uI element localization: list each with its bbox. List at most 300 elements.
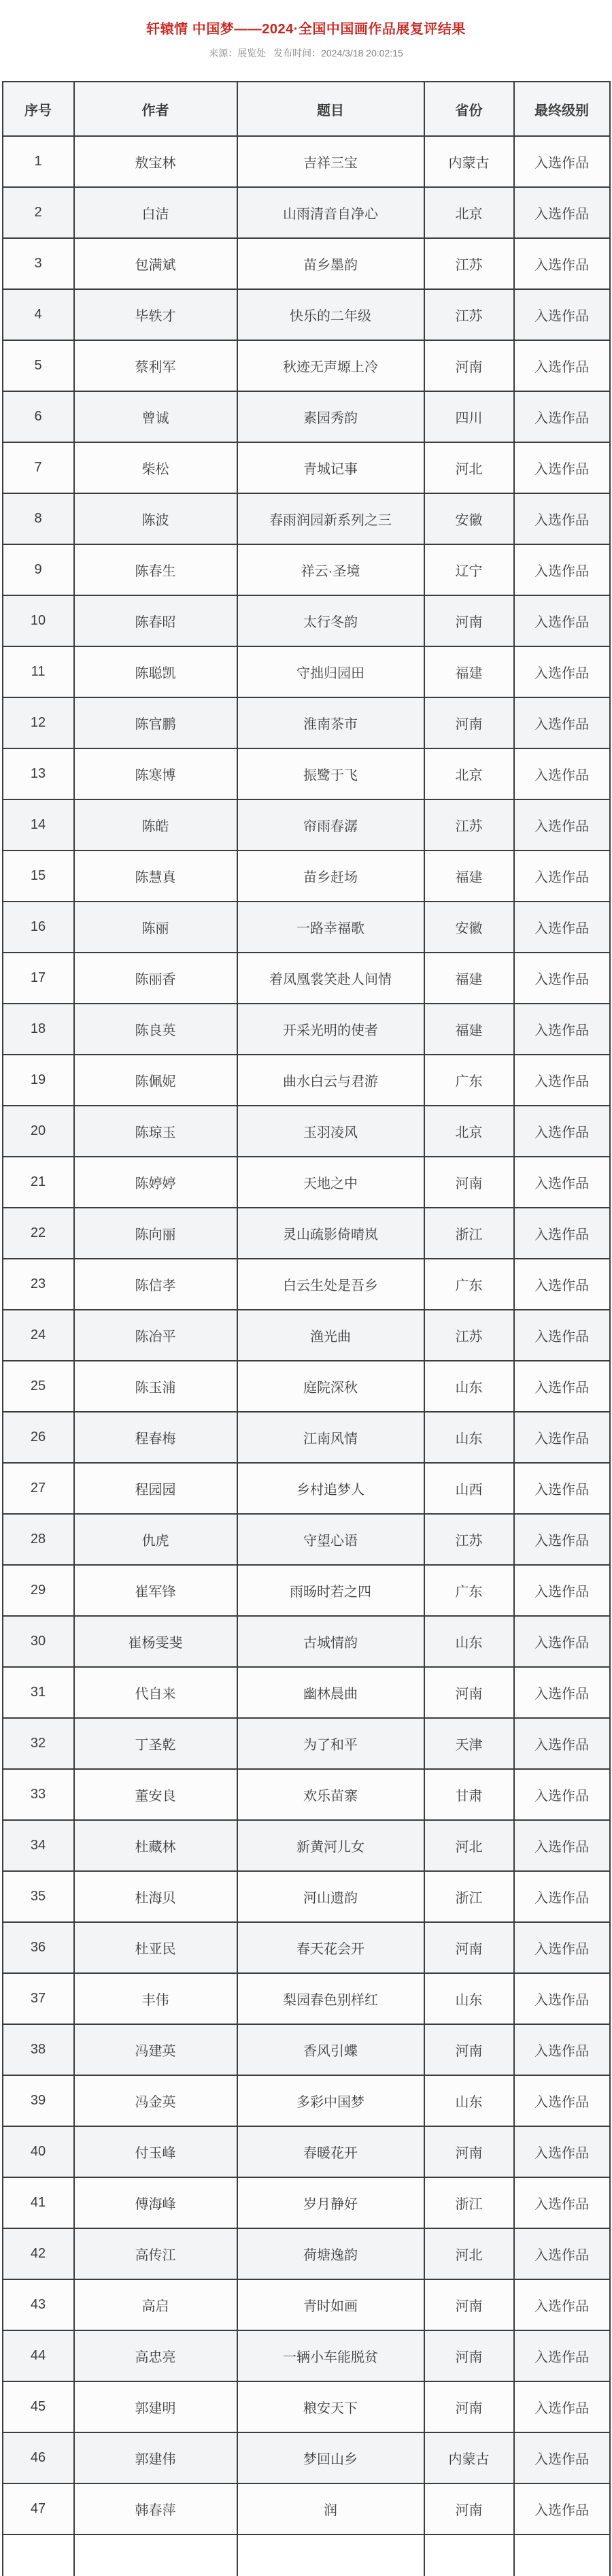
cell-no: 26 bbox=[3, 1412, 74, 1463]
cell-author: 白洁 bbox=[74, 187, 237, 238]
cell-author: 丰伟 bbox=[74, 1973, 237, 2024]
table-row bbox=[3, 289, 610, 340]
cell-no: 1 bbox=[3, 136, 74, 187]
cell-no: 30 bbox=[3, 1616, 74, 1667]
cell-author: 陈佩妮 bbox=[74, 1055, 237, 1106]
cell-title: 快乐的二年级 bbox=[237, 289, 424, 340]
cell-author: 杜亚民 bbox=[74, 1922, 237, 1973]
cell-level: 入选作品 bbox=[514, 697, 610, 748]
table-row bbox=[3, 1565, 610, 1616]
cell-province: 福建 bbox=[424, 851, 514, 902]
cell-level: 入选作品 bbox=[514, 1565, 610, 1616]
cell-title: 多彩中国梦 bbox=[237, 2075, 424, 2126]
cell-no: 6 bbox=[3, 391, 74, 442]
cell-province: 河北 bbox=[424, 1820, 514, 1871]
cell-no: 36 bbox=[3, 1922, 74, 1973]
cell-author: 崔军锋 bbox=[74, 1565, 237, 1616]
cell-province: 内蒙古 bbox=[424, 136, 514, 187]
cell-no: 7 bbox=[3, 442, 74, 493]
cell-province: 河南 bbox=[424, 595, 514, 646]
cell-province: 江苏 bbox=[424, 1514, 514, 1565]
cell-no: 32 bbox=[3, 1718, 74, 1769]
table-row bbox=[3, 902, 610, 953]
table-row bbox=[3, 442, 610, 493]
cell-no: 19 bbox=[3, 1055, 74, 1106]
cell-level: 入选作品 bbox=[514, 1208, 610, 1259]
table-row bbox=[3, 1769, 610, 1820]
table-row bbox=[3, 238, 610, 289]
cell-no: 34 bbox=[3, 1820, 74, 1871]
table-row bbox=[3, 2330, 610, 2381]
cell-level: 入选作品 bbox=[514, 2177, 610, 2228]
cell-level: 入选作品 bbox=[514, 1973, 610, 2024]
cell-author: 高传江 bbox=[74, 2228, 237, 2279]
cell-author: 丁圣乾 bbox=[74, 1718, 237, 1769]
cell-province: 安徽 bbox=[424, 902, 514, 953]
cell-level: 入选作品 bbox=[514, 2279, 610, 2330]
cell-author bbox=[74, 2534, 237, 2576]
cell-title: 白云生处是吾乡 bbox=[237, 1259, 424, 1310]
cell-author: 程春梅 bbox=[74, 1412, 237, 1463]
table-row bbox=[3, 595, 610, 646]
table-row bbox=[3, 340, 610, 391]
cell-no: 21 bbox=[3, 1157, 74, 1208]
cell-level: 入选作品 bbox=[514, 1055, 610, 1106]
cell-author: 蔡利军 bbox=[74, 340, 237, 391]
cell-title: 振鹭于飞 bbox=[237, 748, 424, 799]
cell-level: 入选作品 bbox=[514, 646, 610, 697]
cell-no: 47 bbox=[3, 2483, 74, 2534]
cell-level: 入选作品 bbox=[514, 1310, 610, 1361]
cell-title: 玉羽凌风 bbox=[237, 1106, 424, 1157]
table-row bbox=[3, 1055, 610, 1106]
cell-no: 5 bbox=[3, 340, 74, 391]
cell-title: 一辆小车能脱贫 bbox=[237, 2330, 424, 2381]
cell-province: 北京 bbox=[424, 187, 514, 238]
cell-level: 入选作品 bbox=[514, 1412, 610, 1463]
cell-province: 河南 bbox=[424, 1157, 514, 1208]
cell-author: 程园园 bbox=[74, 1463, 237, 1514]
table-row bbox=[3, 2279, 610, 2330]
cell-province: 河南 bbox=[424, 2330, 514, 2381]
cell-province: 广东 bbox=[424, 1565, 514, 1616]
cell-no: 10 bbox=[3, 595, 74, 646]
table-row bbox=[3, 544, 610, 595]
cell-title: 梦回山乡 bbox=[237, 2432, 424, 2483]
cell-title: 苗乡赶场 bbox=[237, 851, 424, 902]
cell-title: 江南风情 bbox=[237, 1412, 424, 1463]
cell-author: 代自来 bbox=[74, 1667, 237, 1718]
cell-no: 4 bbox=[3, 289, 74, 340]
cell-level: 入选作品 bbox=[514, 1361, 610, 1412]
cell-level bbox=[514, 2534, 610, 2576]
cell-author: 傅海峰 bbox=[74, 2177, 237, 2228]
cell-level: 入选作品 bbox=[514, 2483, 610, 2534]
cell-author: 高忠亮 bbox=[74, 2330, 237, 2381]
table-row bbox=[3, 1463, 610, 1514]
column-header: 题目 bbox=[237, 82, 424, 136]
cell-province: 山东 bbox=[424, 1973, 514, 2024]
cell-title: 守拙归园田 bbox=[237, 646, 424, 697]
table-row bbox=[3, 2024, 610, 2075]
table-header-row bbox=[3, 82, 610, 136]
table-row bbox=[3, 2126, 610, 2177]
cell-author: 仇虎 bbox=[74, 1514, 237, 1565]
cell-no: 39 bbox=[3, 2075, 74, 2126]
cell-province: 河南 bbox=[424, 2381, 514, 2432]
cell-author: 陈丽 bbox=[74, 902, 237, 953]
cell-province: 安徽 bbox=[424, 493, 514, 544]
cell-author: 冯建英 bbox=[74, 2024, 237, 2075]
cell-author: 敖宝林 bbox=[74, 136, 237, 187]
cell-level: 入选作品 bbox=[514, 2075, 610, 2126]
cell-level: 入选作品 bbox=[514, 238, 610, 289]
cell-author: 包满斌 bbox=[74, 238, 237, 289]
table-row bbox=[3, 391, 610, 442]
cell-province: 河南 bbox=[424, 1922, 514, 1973]
cell-province bbox=[424, 2534, 514, 2576]
cell-province: 浙江 bbox=[424, 2177, 514, 2228]
cell-province: 江苏 bbox=[424, 238, 514, 289]
table-row bbox=[3, 1667, 610, 1718]
cell-title: 新黄河儿女 bbox=[237, 1820, 424, 1871]
cell-no: 43 bbox=[3, 2279, 74, 2330]
table-row bbox=[3, 1820, 610, 1871]
table-row bbox=[3, 1718, 610, 1769]
cell-province: 河南 bbox=[424, 2279, 514, 2330]
cell-no: 16 bbox=[3, 902, 74, 953]
table-row bbox=[3, 2381, 610, 2432]
cell-no: 44 bbox=[3, 2330, 74, 2381]
cell-author: 郭建明 bbox=[74, 2381, 237, 2432]
cell-province: 江苏 bbox=[424, 799, 514, 851]
results-table bbox=[2, 81, 611, 2576]
cell-no: 3 bbox=[3, 238, 74, 289]
cell-title: 曲水白云与君游 bbox=[237, 1055, 424, 1106]
cell-province: 辽宁 bbox=[424, 544, 514, 595]
cell-level: 入选作品 bbox=[514, 2330, 610, 2381]
table-row bbox=[3, 748, 610, 799]
cell-no: 31 bbox=[3, 1667, 74, 1718]
cell-title: 庭院深秋 bbox=[237, 1361, 424, 1412]
cell-title: 着凤凰裳笑赴人间情 bbox=[237, 953, 424, 1004]
cell-level: 入选作品 bbox=[514, 2126, 610, 2177]
cell-title: 雨旸时若之四 bbox=[237, 1565, 424, 1616]
cell-level: 入选作品 bbox=[514, 1922, 610, 1973]
cell-no: 18 bbox=[3, 1004, 74, 1055]
cell-author: 陈春生 bbox=[74, 544, 237, 595]
cell-title: 春暖花开 bbox=[237, 2126, 424, 2177]
table-row bbox=[3, 136, 610, 187]
cell-title: 太行冬韵 bbox=[237, 595, 424, 646]
table-row bbox=[3, 851, 610, 902]
cell-level: 入选作品 bbox=[514, 187, 610, 238]
cell-no: 2 bbox=[3, 187, 74, 238]
cell-title: 天地之中 bbox=[237, 1157, 424, 1208]
publish-time-label: 发布时间：2024/3/18 20:02:15 bbox=[273, 48, 403, 59]
cell-author: 崔杨雯斐 bbox=[74, 1616, 237, 1667]
cell-level: 入选作品 bbox=[514, 748, 610, 799]
cell-author: 杜海贝 bbox=[74, 1871, 237, 1922]
cell-title: 秋迹无声塬上冷 bbox=[237, 340, 424, 391]
cell-author: 陈聪凯 bbox=[74, 646, 237, 697]
cell-province: 福建 bbox=[424, 953, 514, 1004]
cell-province: 内蒙古 bbox=[424, 2432, 514, 2483]
cell-level: 入选作品 bbox=[514, 1514, 610, 1565]
cell-author: 高启 bbox=[74, 2279, 237, 2330]
cell-title: 帘雨春潺 bbox=[237, 799, 424, 851]
table-row bbox=[3, 1412, 610, 1463]
cell-title: 灵山疏影倚晴岚 bbox=[237, 1208, 424, 1259]
cell-title: 春天花会开 bbox=[237, 1922, 424, 1973]
cell-author: 韩春萍 bbox=[74, 2483, 237, 2534]
table-row bbox=[3, 2075, 610, 2126]
cell-level: 入选作品 bbox=[514, 1157, 610, 1208]
cell-no: 15 bbox=[3, 851, 74, 902]
cell-title: 荷塘逸韵 bbox=[237, 2228, 424, 2279]
cell-no: 11 bbox=[3, 646, 74, 697]
cell-level: 入选作品 bbox=[514, 902, 610, 953]
cell-province: 浙江 bbox=[424, 1871, 514, 1922]
cell-province: 山东 bbox=[424, 1361, 514, 1412]
cell-province: 甘肃 bbox=[424, 1769, 514, 1820]
cell-title: 为了和平 bbox=[237, 1718, 424, 1769]
cell-province: 河北 bbox=[424, 442, 514, 493]
cell-title: 山雨清音自净心 bbox=[237, 187, 424, 238]
cell-no: 20 bbox=[3, 1106, 74, 1157]
cell-title: 青城记事 bbox=[237, 442, 424, 493]
source-label: 来源：展览处 bbox=[209, 48, 267, 59]
cell-no: 23 bbox=[3, 1259, 74, 1310]
cell-no: 41 bbox=[3, 2177, 74, 2228]
cell-author: 陈琼玉 bbox=[74, 1106, 237, 1157]
cell-author: 柴松 bbox=[74, 442, 237, 493]
cell-author: 陈丽香 bbox=[74, 953, 237, 1004]
cell-title: 幽林晨曲 bbox=[237, 1667, 424, 1718]
cell-level: 入选作品 bbox=[514, 1820, 610, 1871]
cell-level: 入选作品 bbox=[514, 2024, 610, 2075]
cell-province: 浙江 bbox=[424, 1208, 514, 1259]
cell-province: 四川 bbox=[424, 391, 514, 442]
cell-level: 入选作品 bbox=[514, 1004, 610, 1055]
cell-level: 入选作品 bbox=[514, 136, 610, 187]
cell-no: 40 bbox=[3, 2126, 74, 2177]
cell-no: 38 bbox=[3, 2024, 74, 2075]
table-row bbox=[3, 2177, 610, 2228]
cell-author: 陈玉浦 bbox=[74, 1361, 237, 1412]
cell-level: 入选作品 bbox=[514, 851, 610, 902]
cell-title: 一路幸福歌 bbox=[237, 902, 424, 953]
cell-author: 陈寒博 bbox=[74, 748, 237, 799]
cell-author: 毕轶才 bbox=[74, 289, 237, 340]
table-row bbox=[3, 1922, 610, 1973]
table-row bbox=[3, 1973, 610, 2024]
column-header: 省份 bbox=[424, 82, 514, 136]
cell-title: 粮安天下 bbox=[237, 2381, 424, 2432]
cell-author: 陈春昭 bbox=[74, 595, 237, 646]
table-row bbox=[3, 1208, 610, 1259]
cell-title: 岁月静好 bbox=[237, 2177, 424, 2228]
cell-level: 入选作品 bbox=[514, 289, 610, 340]
cell-level: 入选作品 bbox=[514, 1106, 610, 1157]
cell-title: 守望心语 bbox=[237, 1514, 424, 1565]
cell-province: 北京 bbox=[424, 748, 514, 799]
cell-author: 陈婷婷 bbox=[74, 1157, 237, 1208]
cell-province: 山东 bbox=[424, 1616, 514, 1667]
table-row bbox=[3, 1157, 610, 1208]
cell-no: 37 bbox=[3, 1973, 74, 2024]
cell-author: 陈向丽 bbox=[74, 1208, 237, 1259]
cell-province: 北京 bbox=[424, 1106, 514, 1157]
cell-author: 杜藏林 bbox=[74, 1820, 237, 1871]
cell-title bbox=[237, 2534, 424, 2576]
cell-province: 天津 bbox=[424, 1718, 514, 1769]
table-row bbox=[3, 1004, 610, 1055]
column-header: 作者 bbox=[74, 82, 237, 136]
table-row bbox=[3, 1259, 610, 1310]
cell-title: 青时如画 bbox=[237, 2279, 424, 2330]
column-header: 最终级别 bbox=[514, 82, 610, 136]
cell-title: 祥云·圣境 bbox=[237, 544, 424, 595]
cell-level: 入选作品 bbox=[514, 1259, 610, 1310]
table-row bbox=[3, 1106, 610, 1157]
cell-title: 春雨润园新系列之三 bbox=[237, 493, 424, 544]
cell-level: 入选作品 bbox=[514, 340, 610, 391]
cell-title: 欢乐苗寨 bbox=[237, 1769, 424, 1820]
cell-no: 13 bbox=[3, 748, 74, 799]
column-header: 序号 bbox=[3, 82, 74, 136]
table-row-partial bbox=[3, 2534, 610, 2576]
table-row bbox=[3, 697, 610, 748]
cell-level: 入选作品 bbox=[514, 2432, 610, 2483]
cell-level: 入选作品 bbox=[514, 1718, 610, 1769]
cell-author: 陈波 bbox=[74, 493, 237, 544]
cell-no: 24 bbox=[3, 1310, 74, 1361]
table-row bbox=[3, 1361, 610, 1412]
cell-no: 28 bbox=[3, 1514, 74, 1565]
cell-province: 河南 bbox=[424, 2126, 514, 2177]
cell-province: 河南 bbox=[424, 340, 514, 391]
cell-no: 12 bbox=[3, 697, 74, 748]
cell-no: 9 bbox=[3, 544, 74, 595]
cell-author: 陈信孝 bbox=[74, 1259, 237, 1310]
table-row bbox=[3, 1616, 610, 1667]
table-row bbox=[3, 2483, 610, 2534]
cell-province: 山东 bbox=[424, 1412, 514, 1463]
cell-no: 27 bbox=[3, 1463, 74, 1514]
cell-title: 梨园春色别样红 bbox=[237, 1973, 424, 2024]
table-row bbox=[3, 1514, 610, 1565]
cell-author: 付玉峰 bbox=[74, 2126, 237, 2177]
cell-level: 入选作品 bbox=[514, 595, 610, 646]
cell-no: 25 bbox=[3, 1361, 74, 1412]
cell-title: 淮南茶市 bbox=[237, 697, 424, 748]
cell-author: 冯金英 bbox=[74, 2075, 237, 2126]
meta-line bbox=[0, 46, 612, 60]
cell-level: 入选作品 bbox=[514, 391, 610, 442]
cell-author: 董安良 bbox=[74, 1769, 237, 1820]
table-row bbox=[3, 187, 610, 238]
cell-level: 入选作品 bbox=[514, 1871, 610, 1922]
cell-author: 陈官鹏 bbox=[74, 697, 237, 748]
table-body bbox=[3, 136, 610, 2576]
cell-no: 42 bbox=[3, 2228, 74, 2279]
cell-title: 河山遗韵 bbox=[237, 1871, 424, 1922]
cell-province: 福建 bbox=[424, 646, 514, 697]
table-row bbox=[3, 2228, 610, 2279]
cell-title: 素园秀韵 bbox=[237, 391, 424, 442]
cell-author: 陈慧真 bbox=[74, 851, 237, 902]
cell-title: 香风引蝶 bbox=[237, 2024, 424, 2075]
table-row bbox=[3, 953, 610, 1004]
cell-province: 江苏 bbox=[424, 289, 514, 340]
cell-author: 曾诚 bbox=[74, 391, 237, 442]
cell-level: 入选作品 bbox=[514, 799, 610, 851]
cell-province: 江苏 bbox=[424, 1310, 514, 1361]
cell-province: 福建 bbox=[424, 1004, 514, 1055]
table-row bbox=[3, 646, 610, 697]
cell-no: 35 bbox=[3, 1871, 74, 1922]
cell-author: 郭建伟 bbox=[74, 2432, 237, 2483]
table-row bbox=[3, 1871, 610, 1922]
cell-no: 17 bbox=[3, 953, 74, 1004]
cell-province: 河北 bbox=[424, 2228, 514, 2279]
cell-no: 14 bbox=[3, 799, 74, 851]
cell-province: 河南 bbox=[424, 1667, 514, 1718]
cell-no: 29 bbox=[3, 1565, 74, 1616]
cell-level: 入选作品 bbox=[514, 1667, 610, 1718]
cell-province: 广东 bbox=[424, 1055, 514, 1106]
cell-title: 苗乡墨韵 bbox=[237, 238, 424, 289]
cell-level: 入选作品 bbox=[514, 953, 610, 1004]
cell-title: 润 bbox=[237, 2483, 424, 2534]
cell-level: 入选作品 bbox=[514, 544, 610, 595]
cell-no bbox=[3, 2534, 74, 2576]
cell-level: 入选作品 bbox=[514, 442, 610, 493]
page-title: 轩辕情 中国梦——2024·全国中国画作品展复评结果 bbox=[146, 22, 466, 37]
cell-province: 山西 bbox=[424, 1463, 514, 1514]
cell-title: 渔光曲 bbox=[237, 1310, 424, 1361]
cell-province: 广东 bbox=[424, 1259, 514, 1310]
cell-level: 入选作品 bbox=[514, 1463, 610, 1514]
cell-level: 入选作品 bbox=[514, 493, 610, 544]
cell-level: 入选作品 bbox=[514, 2228, 610, 2279]
cell-title: 乡村追梦人 bbox=[237, 1463, 424, 1514]
cell-no: 8 bbox=[3, 493, 74, 544]
cell-province: 河南 bbox=[424, 2024, 514, 2075]
cell-level: 入选作品 bbox=[514, 2381, 610, 2432]
table-row bbox=[3, 2432, 610, 2483]
cell-author: 陈良英 bbox=[74, 1004, 237, 1055]
cell-author: 陈皓 bbox=[74, 799, 237, 851]
table-row bbox=[3, 493, 610, 544]
cell-no: 33 bbox=[3, 1769, 74, 1820]
cell-no: 45 bbox=[3, 2381, 74, 2432]
cell-province: 山东 bbox=[424, 2075, 514, 2126]
cell-level: 入选作品 bbox=[514, 1616, 610, 1667]
cell-title: 吉祥三宝 bbox=[237, 136, 424, 187]
cell-no: 46 bbox=[3, 2432, 74, 2483]
cell-author: 陈冶平 bbox=[74, 1310, 237, 1361]
cell-no: 22 bbox=[3, 1208, 74, 1259]
cell-province: 河南 bbox=[424, 2483, 514, 2534]
cell-level: 入选作品 bbox=[514, 1769, 610, 1820]
cell-title: 古城情韵 bbox=[237, 1616, 424, 1667]
cell-title: 开采光明的使者 bbox=[237, 1004, 424, 1055]
table-row bbox=[3, 1310, 610, 1361]
table-row bbox=[3, 799, 610, 851]
cell-province: 河南 bbox=[424, 697, 514, 748]
